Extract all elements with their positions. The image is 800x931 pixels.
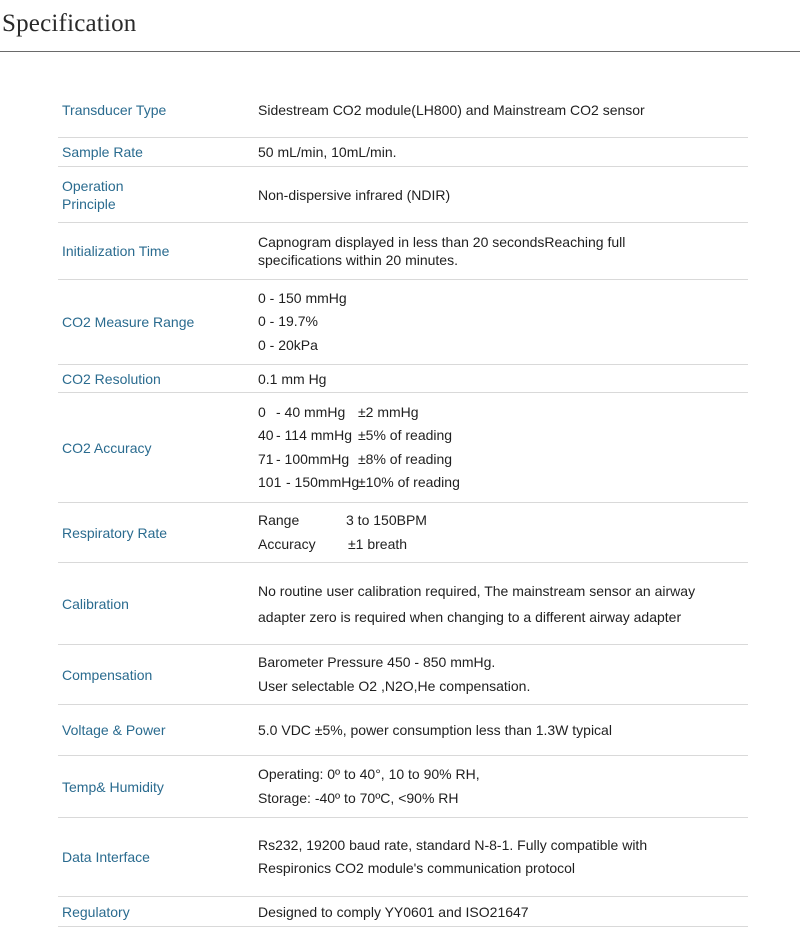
spec-row-transducer-type [58,82,748,138]
spec-row-initialization-time [58,223,748,280]
spec-row-calibration [58,563,748,645]
spec-value [258,393,748,502]
spec-row-sample-rate [58,138,748,167]
spec-value [258,645,748,704]
spec-row-respiratory-rate [58,503,748,563]
spec-label: Temp& Humidity [62,778,164,795]
spec-label-line: Principle [62,195,116,212]
spec-label [62,167,242,222]
spec-value-line: Non-dispersive infrared (NDIR) [258,186,451,203]
spec-value [258,503,748,562]
accuracy-to: - 114 mmHg [276,427,352,443]
spec-value-line: adapter zero is required when changing to a different airway adapter [258,608,682,625]
spec-row-co2-measure-range [58,280,748,365]
spec-label: CO2 Accuracy [62,439,152,456]
spec-row-co2-accuracy [58,393,748,503]
spec-value [258,563,748,644]
respiratory-value: ±1 breath [348,535,408,552]
spec-label: Compensation [62,666,153,683]
spec-label: Regulatory [62,903,130,920]
spec-row-temp-humidity [58,756,748,818]
spec-value-line: 50 mL/min, 10mL/min. [258,144,397,160]
spec-value [258,138,748,166]
spec-row-compensation [58,645,748,705]
respiratory-line [258,509,748,533]
spec-value [258,365,748,392]
accuracy-from: 40 [258,427,274,443]
accuracy-to: - 100mmHg [276,450,350,467]
spec-value [258,280,748,364]
page-title: Specification [2,10,137,37]
spec-row-data-interface [58,818,748,897]
spec-value-line: 0.1 mm Hg [258,370,327,387]
spec-value-line: Designed to comply YY0601 and ISO21647 [258,903,529,920]
respiratory-key: Range [258,512,300,528]
accuracy-to: - 150mmHg [286,474,360,490]
accuracy-from: 0 [258,403,266,420]
spec-value [258,223,748,279]
respiratory-key: Accuracy [258,535,316,552]
accuracy-tolerance: ±2 mmHg [358,403,419,420]
accuracy-tolerance: ±8% of reading [358,450,453,467]
spec-label: CO2 Resolution [62,370,161,387]
accuracy-from: 71 [258,450,274,467]
respiratory-value: 3 to 150BPM [346,512,427,528]
spec-label: Calibration [62,595,129,612]
spec-row-regulatory [58,897,748,927]
accuracy-line [258,448,748,472]
spec-value-line: 0 - 150 mmHg [258,289,347,306]
spec-value-line: Respironics CO2 module's communication protocol [258,860,576,876]
spec-label: CO2 Measure Range [62,314,195,330]
spec-row-operation-principle [58,167,748,223]
spec-value [258,167,748,222]
respiratory-line [258,533,748,557]
page-header [0,0,800,52]
accuracy-to: - 40 mmHg [276,403,346,420]
spec-label: Voltage & Power [62,722,166,738]
spec-value-line: Operating: 0º to 40°, 10 to 90% RH, [258,766,480,782]
spec-value-line: Barometer Pressure 450 - 850 mmHg. [258,654,496,670]
accuracy-tolerance: ±5% of reading [358,427,453,443]
spec-label: Sample Rate [62,144,143,160]
spec-value-line: specifications within 20 minutes. [258,252,458,268]
spec-value-line: 5.0 VDC ±5%, power consumption less than 1.3W typical [258,722,612,738]
spec-value-line: Capnogram displayed in less than 20 secondsReaching full [258,234,626,250]
spec-value [258,818,748,896]
spec-value-line: No routine user calibration required, The mainstream sensor an airway [258,582,696,599]
accuracy-line [258,471,748,495]
spec-value [258,756,748,817]
spec-value-line: Rs232, 19200 baud rate, standard N-8-1. Fully compatible with [258,836,648,853]
spec-row-voltage-power [58,705,748,756]
spec-value [258,82,748,137]
spec-label: Transducer Type [62,101,167,118]
spec-table [58,82,748,927]
spec-label: Data Interface [62,849,150,865]
spec-value-line: 0 - 20kPa [258,336,318,353]
spec-value [258,705,748,755]
spec-row-co2-resolution [58,365,748,393]
accuracy-tolerance: ±10% of reading [358,474,460,490]
spec-value-line: 0 - 19.7% [258,313,318,330]
spec-value-line: Storage: -40º to 70ºC, <90% RH [258,789,459,806]
accuracy-line [258,401,748,425]
spec-value-line: User selectable O2 ,N2O,He compensation. [258,677,531,694]
spec-label-line: Operation [62,177,124,194]
spec-label: Respiratory Rate [62,524,168,541]
accuracy-from: 101 [258,474,282,490]
accuracy-line [258,424,748,448]
spec-value-line: Sidestream CO2 module(LH800) and Mainstream CO2 sensor [258,101,645,118]
spec-value [258,897,748,926]
spec-label: Initialization Time [62,243,170,259]
